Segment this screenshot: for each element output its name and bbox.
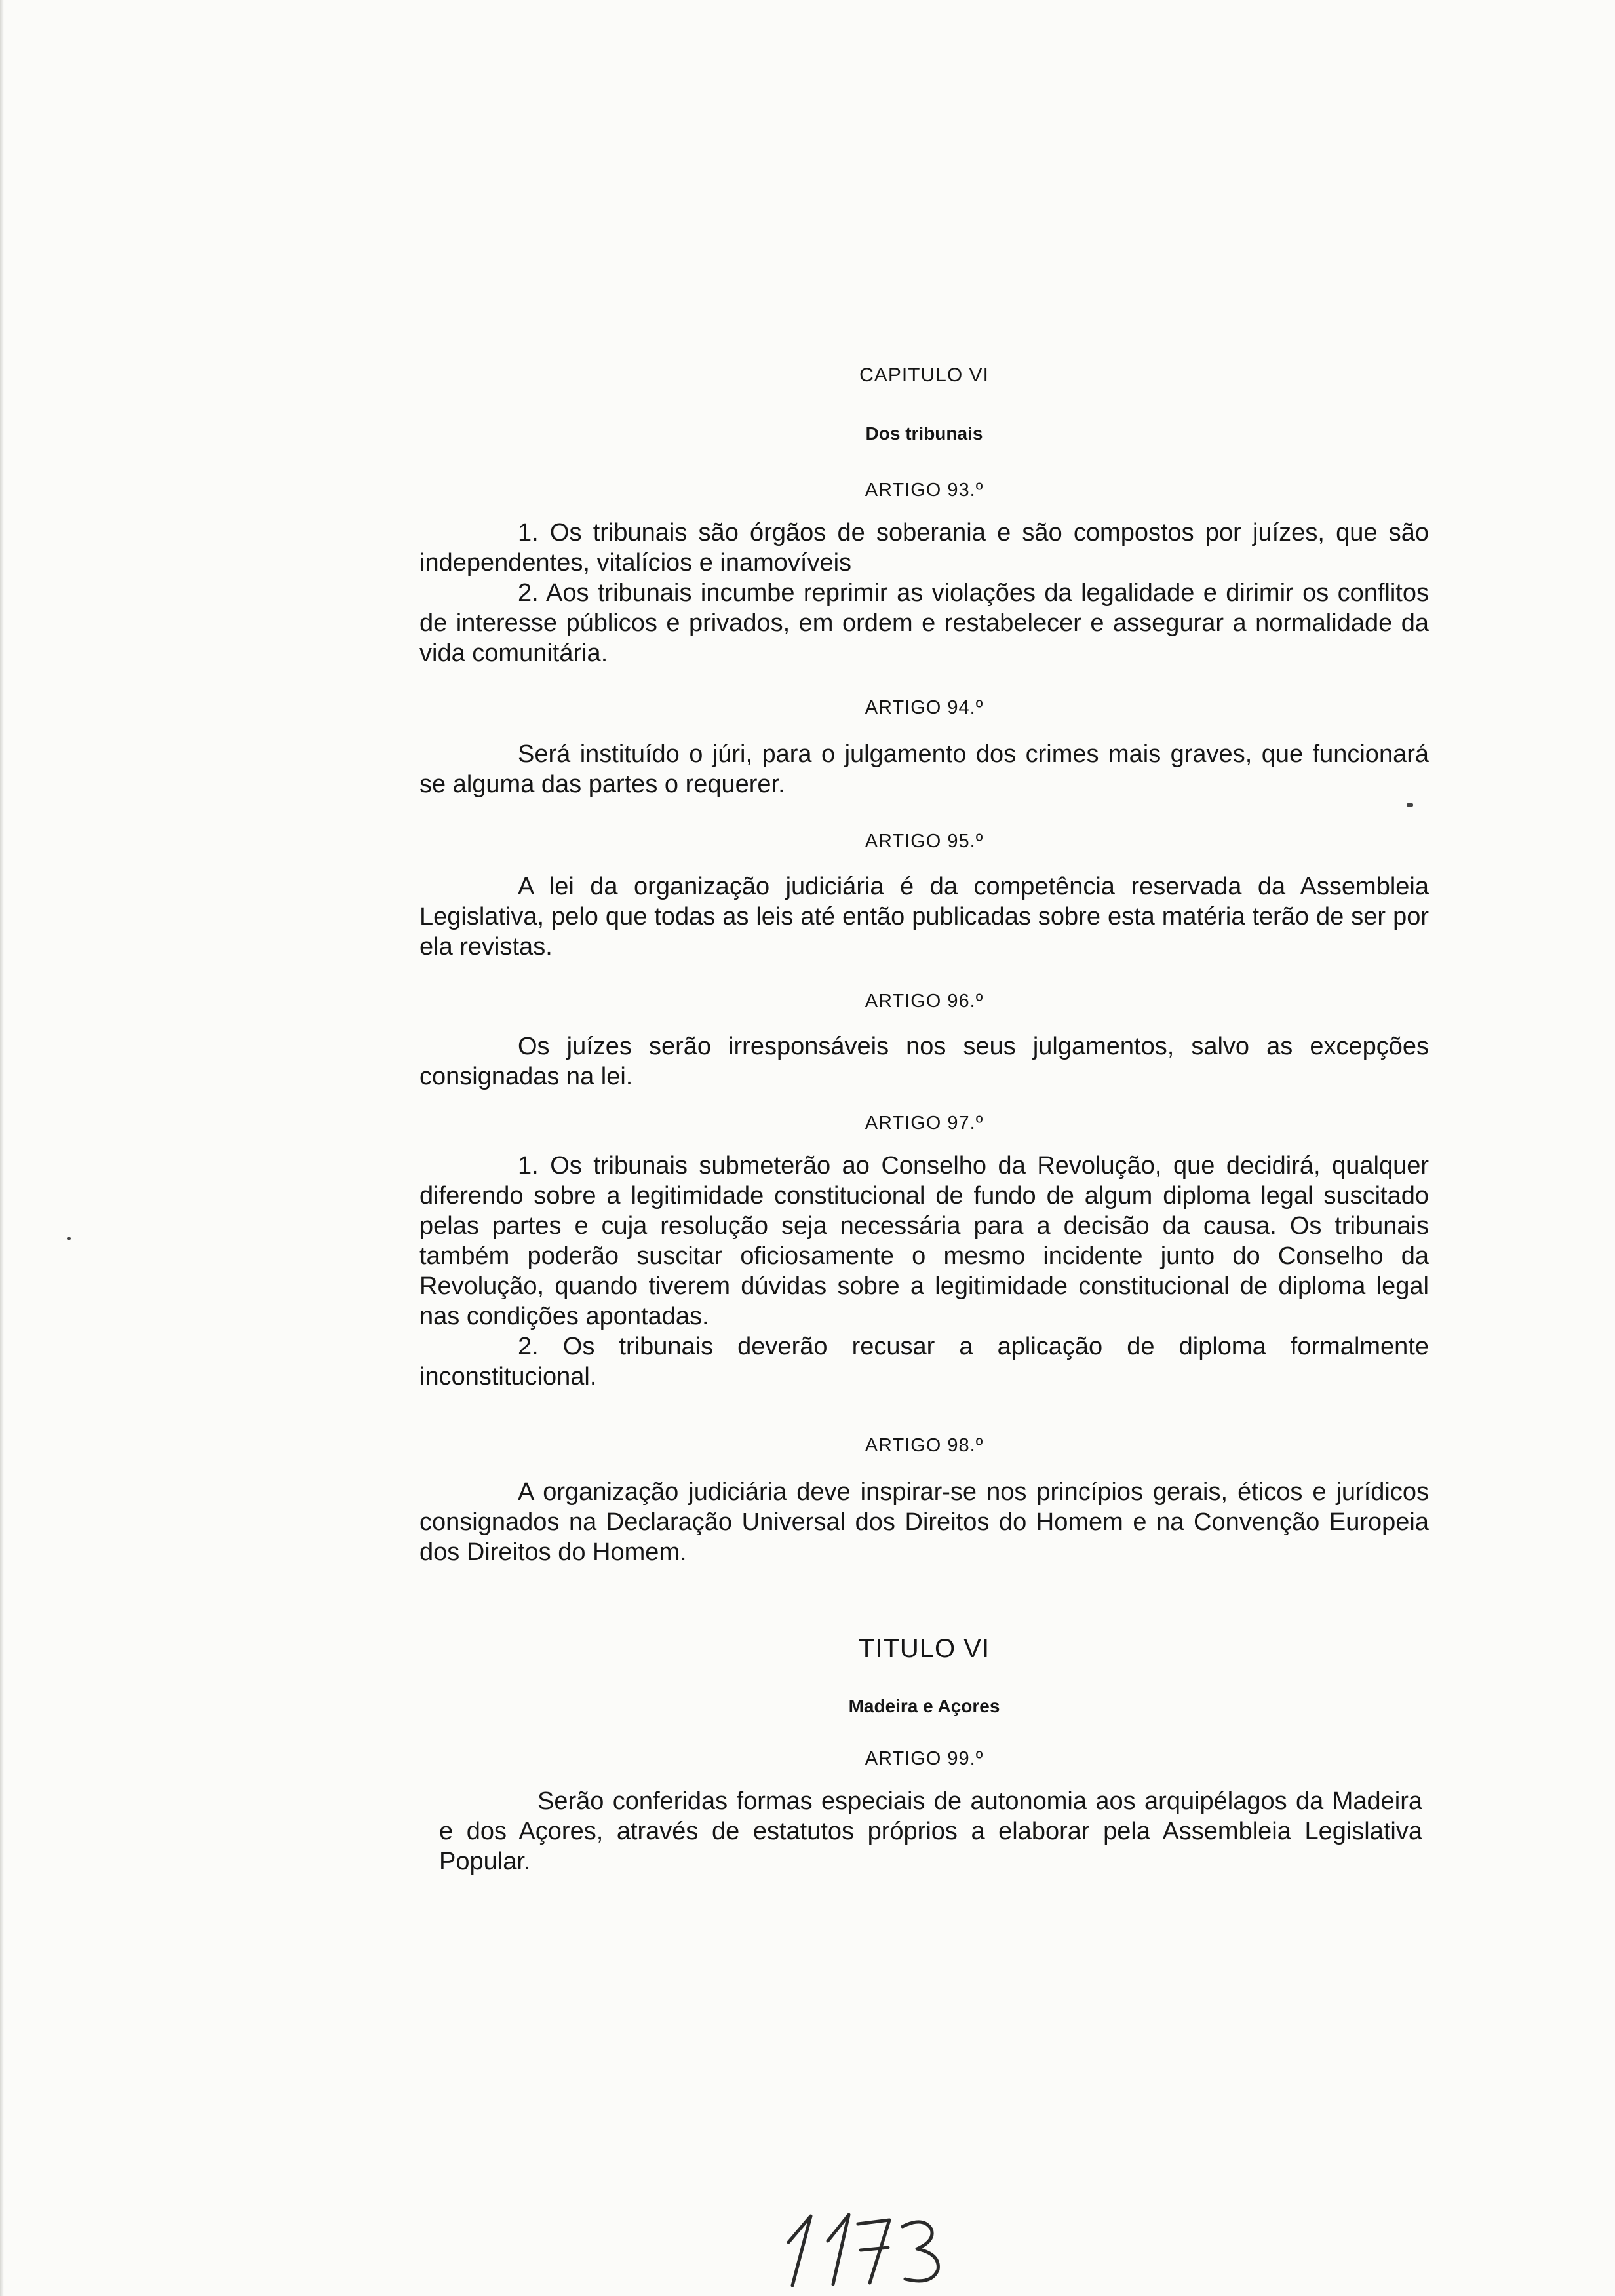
article-95-body <box>419 871 1429 962</box>
article-97-paragraph-2: 2. Os tribunais deverão recusar a aplicação de diploma formalmente inconstitucional. <box>419 1333 1429 1390</box>
article-97-paragraph-1: 1. Os tribunais submeterão ao Conselho da Revolução, que decidirá, qualquer diferendo sobre a legitimidade constitucional de fundo de algum diploma legal suscitado pelas partes e cuja resolução seja necessária para a decisão da causa. Os tribunais também poderão suscitar oficiosamente o mesmo incidente junto do Conselho da Revolução, quando tiverem dúvidas sobre a legitimidade constitucional de diploma legal nas condições apontadas. <box>419 1152 1429 1330</box>
title-label: TITULO VI <box>858 1634 990 1663</box>
article-97-heading: ARTIGO 97.º <box>865 1113 984 1134</box>
article-94-paragraph: Será instituído o júri, para o julgamento dos crimes mais graves, que funcionará se alguma das partes o requerer. <box>419 740 1429 798</box>
article-98-body <box>419 1477 1429 1567</box>
handwritten-page-number <box>783 2202 954 2293</box>
chapter-subtitle: Dos tribunais <box>865 423 983 444</box>
article-93-body <box>419 518 1429 668</box>
article-96-paragraph: Os juízes serão irresponsáveis nos seus julgamentos, salvo as excepções consignadas na lei. <box>419 1033 1429 1090</box>
article-93-paragraph-1: 1. Os tribunais são órgãos de soberania e são compostos por juízes, que são independentes, vitalícios e inamovíveis <box>419 519 1429 577</box>
article-99-body <box>439 1786 1422 1877</box>
article-99-paragraph: Serão conferidas formas especiais de autonomia aos arquipélagos da Madeira e dos Açores, através de estatutos próprios a elaborar pela Assembleia Legislativa Popular. <box>439 1788 1422 1875</box>
article-94-body <box>419 739 1429 799</box>
article-94-heading: ARTIGO 94.º <box>865 697 984 718</box>
scan-speck <box>67 1237 71 1240</box>
chapter-label: CAPITULO VI <box>859 364 989 386</box>
article-93-paragraph-2: 2. Aos tribunais incumbe reprimir as violações da legalidade e dirimir os conflitos de interesse públicos e privados, em ordem e restabelecer e assegurar a normalidade da vida comunitária. <box>419 579 1429 667</box>
article-98-paragraph: A organização judiciária deve inspirar-se nos princípios gerais, éticos e jurídicos consignados na Declaração Universal dos Direitos do Homem e na Convenção Europeia dos Direitos do Homem. <box>419 1478 1429 1566</box>
article-99-heading: ARTIGO 99.º <box>865 1748 984 1769</box>
article-97-body <box>419 1151 1429 1392</box>
article-95-heading: ARTIGO 95.º <box>865 831 984 852</box>
scan-speck <box>1407 803 1413 807</box>
scan-edge <box>0 0 4 2296</box>
article-95-paragraph: A lei da organização judiciária é da competência reservada da Assembleia Legislativa, pelo que todas as leis até então publicadas sobre esta matéria terão de ser por ela revistas. <box>419 873 1429 961</box>
title-subtitle: Madeira e Açores <box>848 1696 1000 1716</box>
article-93-heading: ARTIGO 93.º <box>865 480 984 501</box>
article-96-body <box>419 1031 1429 1092</box>
article-98-heading: ARTIGO 98.º <box>865 1435 984 1456</box>
article-96-heading: ARTIGO 96.º <box>865 991 984 1012</box>
